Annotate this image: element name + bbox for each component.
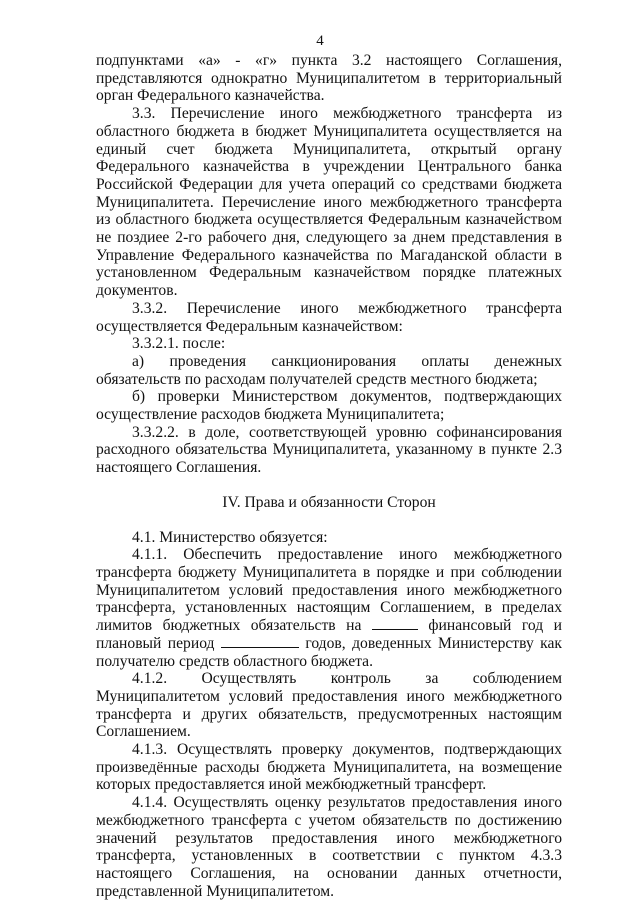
- paragraph-4-1-3: 4.1.3. Осуществлять проверку документов, подтверждающих произведённые расходы бюджета Муниципалитета, на возмещение которых предоставляется иной межбюджетный трансферт.: [96, 741, 562, 794]
- paragraph-item-b: б) проверки Министерством документов, подтверждающих осуществление расходов бюджета Муниципалитета;: [96, 388, 562, 424]
- spacer: [96, 477, 562, 494]
- section-heading: IV. Права и обязанности Сторон: [222, 493, 436, 511]
- paragraph-3-3-2-1: 3.3.2.1. после:: [132, 335, 226, 353]
- spacer: [96, 512, 562, 529]
- paragraph-3-3: 3.3. Перечисление иного межбюджетного трансферта из областного бюджета в бюджет Муниципалитета осуществляется на единый счет бюджета Муниципалитета, открытый органу Федерального казначейства в учреждении Центрального банка Российской Федерации для учета операций со средствами бюджета Муниципалитета. Перечисление иного межбюджетного трансферта из областного бюджета осуществляется Федеральным казначейством не поздиее 2-го рабочего дня, следующего за днем представления в Управление Федерального казначейства по Магаданской области в установленном Федеральным казначейством порядке платежных документов.: [96, 105, 562, 300]
- paragraph-4-1: 4.1. Министерство обязуется:: [132, 528, 328, 546]
- document-body: [96, 52, 562, 900]
- paragraph-3-3-2-2: 3.3.2.2. в доле, соответствующей уровню софинансирования расходного обязательства Муниципалитета, указанному в пункте 2.3 настоящего Соглашения.: [96, 423, 562, 477]
- paragraph-3-2-continuation: подпунктами «а» - «г» пункта 3.2 настоящего Соглашения, представляются однократно Муниципалитетом в территориальный орган Федерального казначейства.: [96, 52, 562, 105]
- paragraph-4-1-1: [96, 546, 562, 670]
- page-number: 4: [316, 33, 324, 49]
- paragraph-item-a: а) проведения санкционирования оплаты денежных обязательств по расходам получателей средств местного бюджета;: [96, 352, 562, 388]
- paragraph-4-1-2: 4.1.2. Осуществлять контроль за соблюдением Муниципалитетом условий предоставления иного межбюджетного трансферта и других обязательств, предусмотренных настоящим Соглашением.: [96, 670, 562, 741]
- paragraph-4-1-4: 4.1.4. Осуществлять оценку результатов предоставления иного межбюджетного трансферта с учетом обязательств по достижению значений результатов предоставления иного межбюджетного трансферта, установленных в соответствии с пунктом 4.3.3 настоящего Соглашения, на основании данных отчетности, представленной Муниципалитетом.: [96, 794, 562, 900]
- paragraph-4-1-1-part2: финансовый год и плановый период: [96, 617, 562, 652]
- blank-fill-line: [221, 635, 299, 648]
- paragraph-4-1-1-part3: годов, доведенных Министерству как получателю средств областного бюджета.: [96, 634, 563, 670]
- paragraph-4-1-1-part1: 4.1.1. Обеспечить предоставление иного межбюджетного трансферта бюджету Муниципалитета в порядке и при соблюдении Муниципалитетом условий предоставления иного межбюджетного трансферта, установленных настоящим Соглашением, в пределах лимитов бюджетных обязательств на: [96, 546, 562, 635]
- paragraph-3-3-2: 3.3.2. Перечисление иного межбюджетного трансферта осуществляется Федеральным казначейством:: [96, 299, 562, 335]
- blank-fill-line: [372, 617, 418, 630]
